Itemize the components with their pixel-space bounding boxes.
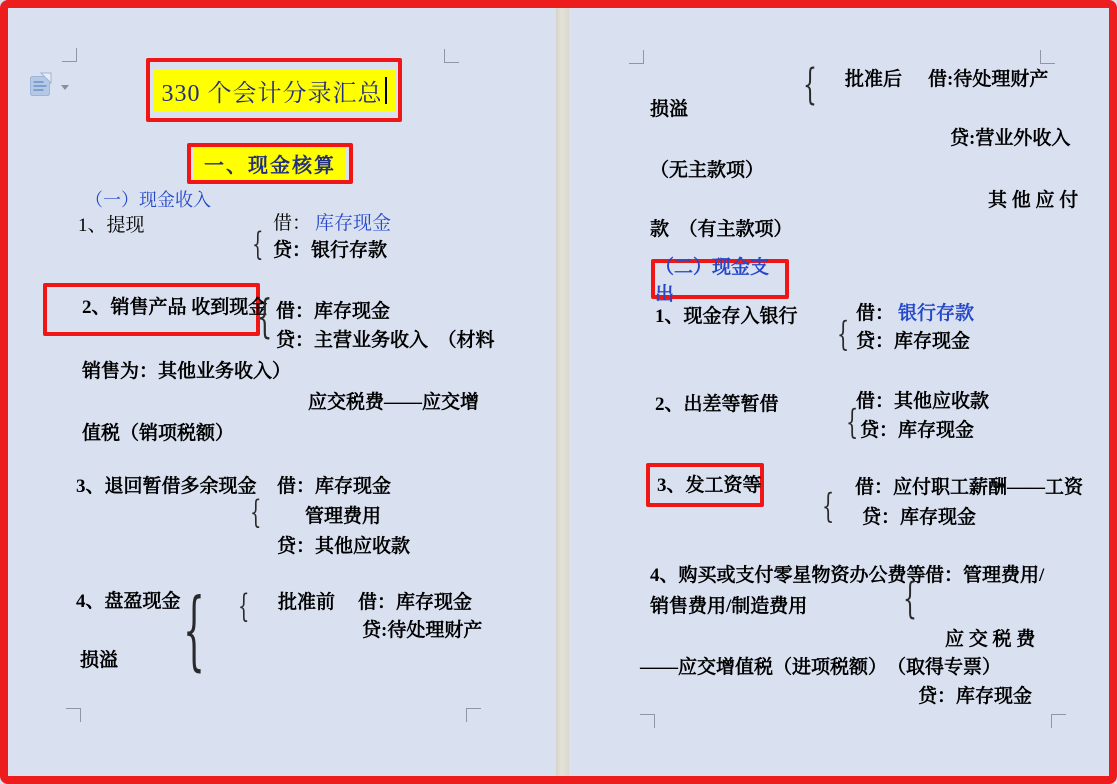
credit-line2-wrap: 款 （有主款项） [650, 219, 793, 240]
text-cursor [385, 77, 387, 104]
entry-item-label: 2、销售产品 收到现金 [82, 297, 268, 318]
title-annotation-box [146, 58, 402, 122]
paste-options-button[interactable] [30, 72, 74, 100]
debit-account: 银行存款 [898, 303, 975, 324]
debit-line2-wrap: ——应交增值税（进项税额） （取得专票） [640, 657, 1002, 678]
brace-icon: { [252, 226, 264, 264]
debit-line: 借：管理费用/ [925, 565, 1045, 586]
entry-item-label: 4、购买或支付零星物资办公费等 [650, 565, 926, 586]
margin-corner-mark [1040, 50, 1055, 64]
credit-line-wrap: 销售为：其他业务收入） [82, 361, 292, 382]
debit-line: 借：应付职工薪酬——工资 [855, 477, 1084, 498]
credit-line: 贷：库存现金 [862, 507, 977, 528]
entry-item-label: 2、出差等暂借 [655, 394, 779, 415]
debit-account: 库存现金 [315, 213, 392, 234]
debit-line: 借：库存现金 [358, 592, 473, 613]
credit-line2-wrap: 值税（销项税额） [82, 423, 235, 444]
entry-item-label: 3、退回暂借多余现金 [76, 476, 257, 497]
brace-icon: { [837, 313, 850, 354]
section-heading: 一、现金核算 [194, 147, 346, 180]
entry-item-label: 1、现金存入银行 [655, 306, 798, 327]
debit-label: 借： [856, 303, 895, 324]
margin-corner-mark [444, 49, 459, 63]
debit-line [856, 303, 974, 325]
debit-line: 借：库存现金 [276, 301, 391, 322]
dropdown-arrow-icon[interactable] [61, 85, 69, 90]
debit-label: 借： [273, 213, 312, 234]
debit-line [273, 213, 391, 235]
brace-icon: { [257, 289, 273, 344]
debit-line-wrap: 销售费用/制造费用 [650, 596, 808, 617]
note-line: （无主款项） [650, 160, 765, 181]
entry-item-label: 3、发工资等 [657, 475, 762, 496]
credit-line: 贷：库存现金 [860, 420, 975, 441]
subsection-heading: （一）现金收入 [85, 190, 211, 210]
brace-icon: { [803, 60, 817, 110]
page-title-text: 330 个会计分录汇总 [161, 80, 383, 107]
brace-icon: { [238, 588, 250, 626]
brace-icon: { [250, 494, 262, 532]
margin-corner-mark [629, 50, 644, 64]
credit-line: 贷：其他应收款 [277, 536, 411, 557]
brace-icon: { [903, 574, 917, 624]
credit-line: 贷：主营业务收入 （材料 [276, 330, 495, 351]
credit-line: 贷：库存现金 [856, 331, 971, 352]
debit-line: 借:待处理财产 [928, 69, 1049, 90]
debit-line: 借：其他应收款 [856, 391, 990, 412]
credit-line2: 其 他 应 付 [988, 190, 1079, 211]
margin-corner-mark [66, 708, 81, 722]
entry-item-label: 1、提现 [78, 215, 145, 236]
stage-label: 批准前 [278, 592, 336, 613]
subsection-heading: （二）现金支出 [655, 257, 770, 305]
stage-label: 批准后 [845, 69, 903, 90]
debit-line-wrap: 损溢 [650, 99, 689, 120]
credit-line: 贷：库存现金 [918, 686, 1033, 707]
debit-line2: 管理费用 [305, 506, 382, 527]
brace-icon: { [822, 485, 835, 526]
credit-line: 贷：银行存款 [273, 240, 388, 261]
margin-corner-mark [62, 48, 77, 62]
margin-corner-mark [466, 708, 481, 722]
margin-corner-mark [1051, 714, 1066, 728]
debit-line: 借：库存现金 [277, 476, 392, 497]
credit-line2: 应交税费——应交增 [308, 392, 480, 413]
margin-corner-mark [640, 714, 655, 728]
brace-icon: { [183, 580, 205, 681]
brace-icon: { [846, 401, 859, 442]
page-gap [556, 0, 569, 784]
credit-line: 贷:待处理财产 [362, 620, 483, 641]
page-title [154, 69, 395, 112]
credit-line-wrap: 损溢 [80, 650, 119, 671]
paste-options-icon[interactable] [30, 72, 56, 98]
section-annotation-box [187, 143, 353, 184]
entry-item-label: 4、盘盈现金 [76, 591, 181, 612]
credit-line: 贷:营业外收入 [950, 128, 1071, 149]
debit-line2: 应 交 税 费 [945, 629, 1036, 650]
subsection-annotation-box [651, 257, 789, 305]
